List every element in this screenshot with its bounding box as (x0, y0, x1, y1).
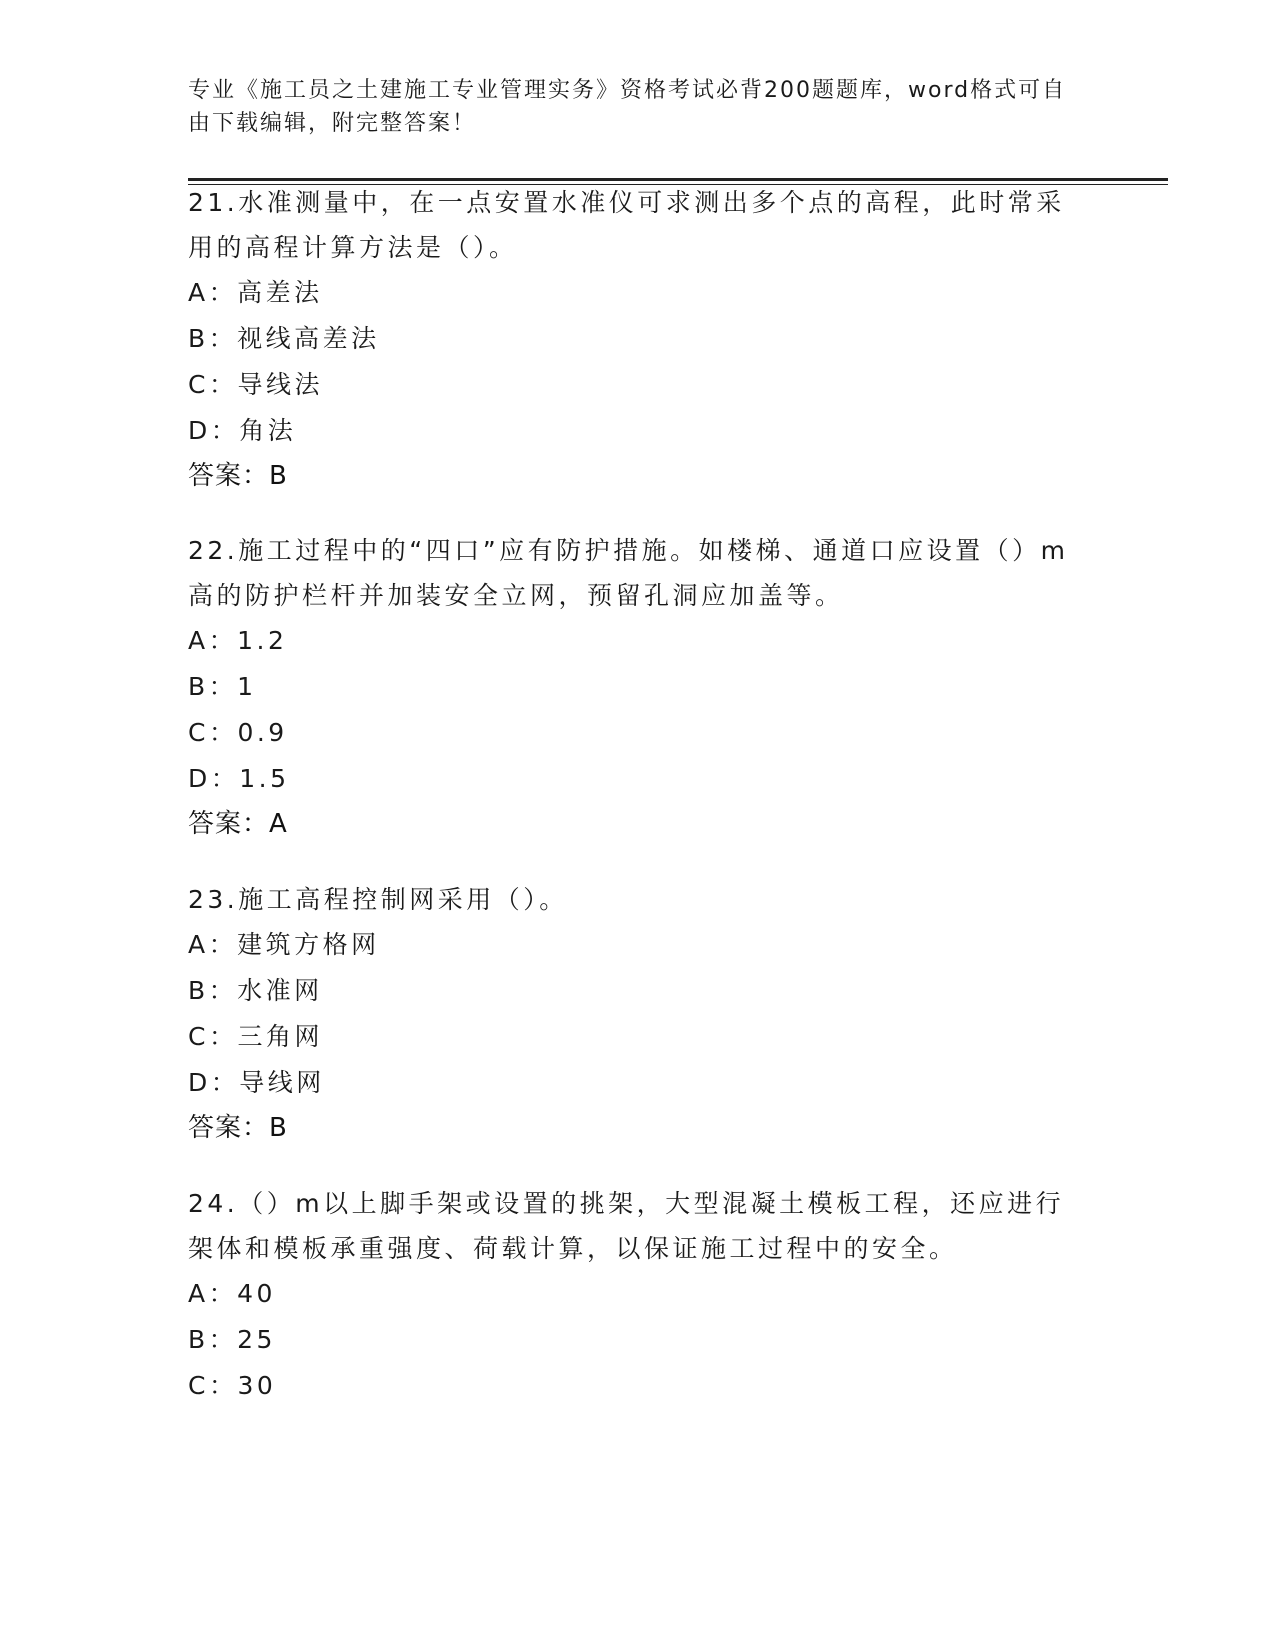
option-b: B：水准网 (188, 976, 323, 1005)
question-23 (188, 877, 1088, 1152)
option-c: C：30 (188, 1371, 277, 1400)
option-c: C：三角网 (188, 1022, 323, 1051)
option-b: B：视线高差法 (188, 324, 380, 353)
question-stem: 23.施工高程控制网采用（）。 (188, 885, 568, 914)
question-stem: 21.水准测量中，在一点安置水准仪可求测出多个点的高程，此时常采用的高程计算方法是（）。 (188, 188, 1065, 262)
option-a: A：40 (188, 1279, 276, 1308)
option-b: B：1 (188, 672, 257, 701)
option-a: A：1.2 (188, 626, 288, 655)
question-21 (188, 180, 1088, 500)
option-a: A：建筑方格网 (188, 930, 380, 959)
option-d: D：1.5 (188, 764, 290, 793)
answer-line: 答案：B (188, 1113, 288, 1143)
question-stem: 22.施工过程中的“四口”应有防护措施。如楼梯、通道口应设置（）m高的防护栏杆并加装安全立网，预留孔洞应加盖等。 (188, 536, 1069, 610)
option-d: D：角法 (188, 416, 297, 445)
option-a: A：高差法 (188, 278, 323, 307)
option-c: C：0.9 (188, 718, 288, 747)
question-stem: 24.（）m以上脚手架或设置的挑架，大型混凝土模板工程，还应进行架体和模板承重强度、荷载计算，以保证施工过程中的安全。 (188, 1189, 1065, 1263)
question-24 (188, 1181, 1088, 1409)
option-d: D：导线网 (188, 1068, 325, 1097)
document-header: 专业《施工员之土建施工专业管理实务》资格考试必背200题题库，word格式可自由下载编辑，附完整答案！ (188, 78, 1067, 136)
question-22 (188, 528, 1088, 848)
answer-line: 答案：A (188, 809, 288, 839)
option-c: C：导线法 (188, 370, 323, 399)
answer-line: 答案：B (188, 461, 288, 491)
option-b: B：25 (188, 1325, 276, 1354)
